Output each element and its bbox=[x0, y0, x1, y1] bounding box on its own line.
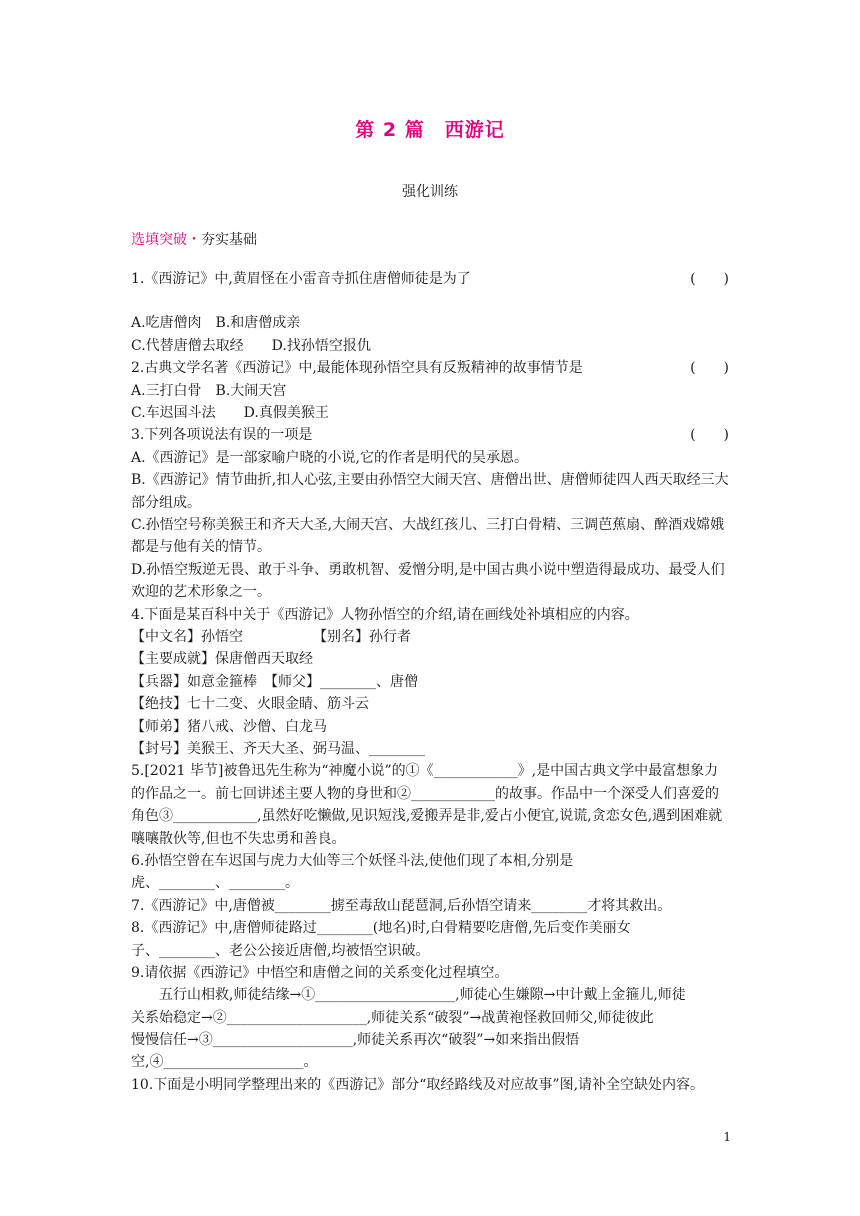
answer-paren[interactable]: ( ) bbox=[690, 271, 729, 287]
question-4-row-achievement: 【主要成就】保唐僧西天取经 bbox=[131, 651, 313, 668]
question-list bbox=[131, 268, 731, 1096]
question-8-line-1[interactable]: 8.《西游记》中,唐僧师徒路过________(地名)时,白骨精要吃唐僧,先后变作美丽女 bbox=[131, 920, 631, 937]
question-2-options-cd: C.车迟国斗法 D.真假美猴王 bbox=[131, 404, 329, 421]
page-subtitle: 强化训练 bbox=[402, 184, 458, 200]
question-9-line-1[interactable]: 五行山相救,师徒结缘→①____________________,师徒心生嫌隙→中计戴上金箍儿,师徒 bbox=[159, 987, 686, 1004]
question-2-stem: 2.古典文学名著《西游记》中,最能体现孙悟空具有反叛精神的故事情节是 ( ) bbox=[131, 357, 731, 379]
question-1-stem: 1.《西游记》中,黄眉怪在小雷音寺抓住唐僧师徒是为了 ( ) bbox=[131, 268, 731, 290]
question-4-stem: 4.下面是某百科中关于《西游记》人物孙悟空的介绍,请在画线处补填相应的内容。 bbox=[131, 606, 639, 623]
question-2-options-ab: A.三打白骨 B.大闹天宫 bbox=[131, 382, 287, 399]
question-3-option-d: D.孙悟空叛逆无畏、敢于斗争、勇敢机智、爱憎分明,是中国古典小说中塑造得最成功、最受人们欢迎的艺术形象之一。 bbox=[131, 561, 725, 601]
question-4-row-titles[interactable]: 【封号】美猴王、齐天大圣、弼马温、________ bbox=[131, 740, 425, 757]
question-4-row-name: 【中文名】孙悟空 【别名】孙行者 bbox=[131, 628, 411, 645]
question-1-options-cd: C.代替唐僧去取经 D.找孙悟空报仇 bbox=[131, 337, 371, 354]
question-9-line-4[interactable]: 空,④____________________。 bbox=[131, 1054, 318, 1071]
question-4-row-skills: 【绝技】七十二变、火眼金睛、筋斗云 bbox=[131, 696, 369, 713]
question-9-line-2[interactable]: 关系始稳定→②____________________,师徒关系“破裂”→战黄袍怪救回师父,师徒彼此 bbox=[131, 1009, 654, 1026]
question-3-option-a: A.《西游记》是一部家喻户晓的小说,它的作者是明代的吴承恩。 bbox=[131, 449, 529, 466]
section-heading bbox=[131, 229, 257, 249]
question-4-row-juniors: 【师弟】猪八戒、沙僧、白龙马 bbox=[131, 718, 327, 735]
section-tag: 选填突破・ bbox=[131, 232, 201, 248]
page-number: 1 bbox=[723, 1130, 731, 1144]
question-3-option-c: C.孙悟空号称美猴王和齐天大圣,大闹天宫、大战红孩儿、三打白骨精、三调芭蕉扇、醉酒戏嫦娥都是与他有关的情节。 bbox=[131, 516, 725, 556]
question-3-stem: 3.下列各项说法有误的一项是 ( ) bbox=[131, 424, 731, 446]
section-label: 夯实基础 bbox=[201, 232, 257, 248]
question-9-stem: 9.请依据《西游记》中悟空和唐僧之间的关系变化过程填空。 bbox=[131, 964, 509, 981]
question-8-line-2[interactable]: 子、________、老公公接近唐僧,均被悟空识破。 bbox=[131, 942, 430, 959]
question-1-options-ab: A.吃唐僧肉 B.和唐僧成亲 bbox=[131, 315, 301, 332]
question-7[interactable]: 7.《西游记》中,唐僧被________掳至毒敌山琵琶洞,后孙悟空请来________才将其救出。 bbox=[131, 897, 672, 914]
question-10: 10.下面是小明同学整理出来的《西游记》部分“取经路线及对应故事”图,请补全空缺处内容。 bbox=[131, 1076, 705, 1093]
question-6-line-2[interactable]: 虎、________、________。 bbox=[131, 875, 299, 892]
page-title: 第 2 篇 西游记 bbox=[355, 119, 505, 141]
answer-paren[interactable]: ( ) bbox=[690, 360, 729, 377]
answer-paren[interactable]: ( ) bbox=[690, 427, 729, 444]
question-3-option-b: B.《西游记》情节曲折,扣人心弦,主要由孙悟空大闹天宫、唐僧出世、唐僧师徒四人西天取经三大部分组成。 bbox=[131, 472, 729, 511]
question-5[interactable]: 5.[2021 毕节]被鲁迅先生称为“神魔小说”的①《____________》,是中国古典文学中最富想象力的作品之一。前七回讲述主要人物的身世和②____________的故事。作品中一个深受人们喜爱的角色③____________,虽然好吃懒做,见识短浅,爱搬弄是非,爱占小便宜,说谎,贪恋女色,遇到困难就嚷嚷散伙等,但也不失忠勇和善良。 bbox=[131, 763, 723, 847]
question-6-line-1: 6.孙悟空曾在车迟国与虎力大仙等三个妖怪斗法,使他们现了本相,分别是 bbox=[131, 852, 574, 869]
question-4-row-weapon[interactable]: 【兵器】如意金箍棒 【师父】________、唐僧 bbox=[131, 673, 418, 690]
question-9-line-3[interactable]: 慢慢信任→③____________________,师徒关系再次“破裂”→如来指出假悟 bbox=[131, 1032, 580, 1049]
